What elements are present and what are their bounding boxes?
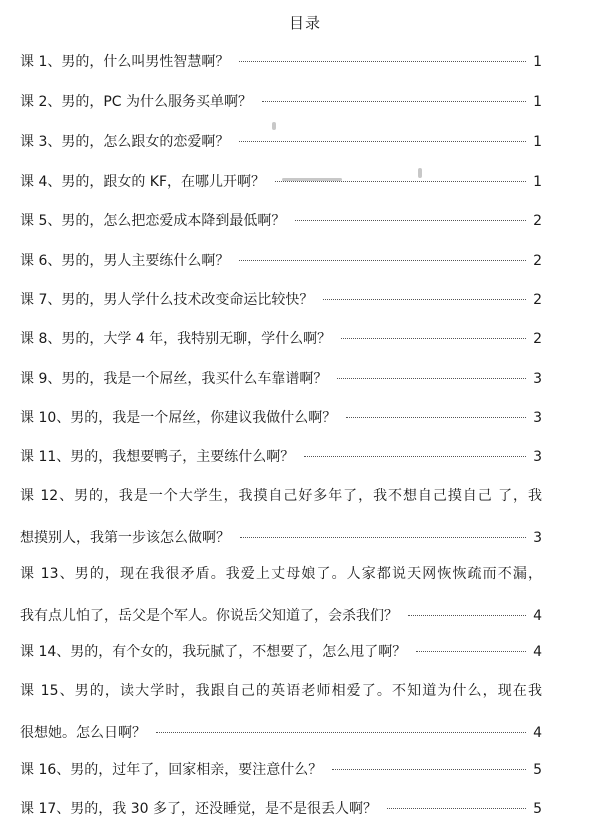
- dot-leader: [240, 537, 526, 538]
- toc-entry-row: [20, 760, 542, 780]
- toc-page-number: 2: [533, 331, 542, 347]
- scan-smudge: [282, 178, 342, 181]
- toc-entry-text: 课 11、男的，我想要鸭子，主要练什么啊？: [20, 449, 295, 465]
- toc-entry[interactable]: [20, 369, 542, 389]
- toc-entry-text: 课 7、男的，男人学什么技术改变命运比较快？: [20, 292, 314, 308]
- toc-entry-row: [20, 172, 542, 192]
- toc-page-number: 4: [533, 725, 542, 741]
- toc-page-number: 3: [533, 371, 542, 387]
- dot-leader: [239, 61, 526, 62]
- toc-entry[interactable]: [20, 486, 542, 548]
- toc-entry-row: [20, 92, 542, 112]
- toc-page-number: 1: [533, 54, 542, 70]
- toc-entry[interactable]: [20, 92, 542, 112]
- dot-leader: [323, 299, 526, 300]
- toc-page-number: 2: [533, 253, 542, 269]
- toc-page-number: 3: [533, 530, 542, 546]
- toc-entry[interactable]: [20, 251, 542, 271]
- toc-page-number: 4: [533, 644, 542, 660]
- dot-leader: [346, 417, 526, 418]
- toc-entry-row: [20, 369, 542, 389]
- toc-entry[interactable]: [20, 329, 542, 349]
- scan-smudge: [418, 168, 422, 178]
- toc-entry-row: [20, 681, 542, 701]
- toc-page-number: 1: [533, 94, 542, 110]
- toc-entry[interactable]: [20, 132, 542, 152]
- toc-entry-row: [20, 528, 542, 548]
- toc-entry-row: [20, 329, 542, 349]
- toc-page-number: 3: [533, 449, 542, 465]
- dot-leader: [275, 181, 526, 182]
- toc-entry-row: [20, 132, 542, 152]
- toc-entry-text: 课 5、男的，怎么把恋爱成本降到最低啊？: [20, 213, 286, 229]
- dot-leader: [304, 456, 526, 457]
- toc-entry[interactable]: [20, 681, 542, 743]
- toc-entry-row: [20, 447, 542, 467]
- dot-leader: [262, 101, 526, 102]
- dot-leader: [387, 808, 526, 809]
- dot-leader: [416, 651, 526, 652]
- toc-entry-row: [20, 52, 542, 72]
- toc-entry-text: 很想她。怎么日啊？: [20, 725, 146, 741]
- toc-entry-row: [20, 251, 542, 271]
- dot-leader: [337, 378, 526, 379]
- toc-entry-text: 课 17、男的，我 30 多了，还没睡觉，是不是很丢人啊？: [20, 801, 377, 817]
- toc-entry-row: [20, 723, 542, 743]
- toc-entry[interactable]: [20, 564, 542, 626]
- toc-entry[interactable]: [20, 642, 542, 662]
- toc-page-number: 5: [533, 762, 542, 778]
- toc-page-number: 4: [533, 608, 542, 624]
- toc-entry-row: [20, 211, 542, 231]
- toc-entry-row: [20, 408, 542, 428]
- toc-entry[interactable]: [20, 52, 542, 72]
- scan-smudge: [272, 122, 276, 130]
- toc-page-number: 2: [533, 292, 542, 308]
- toc-entry-text: 我有点儿怕了，岳父是个军人。你说岳父知道了，会杀我们？: [20, 608, 398, 624]
- dot-leader: [156, 732, 526, 733]
- toc-entry-text: 课 1、男的，什么叫男性智慧啊？: [20, 54, 230, 70]
- toc-title: 目录: [288, 14, 321, 32]
- dot-leader: [239, 260, 526, 261]
- toc-entry-text: 课 6、男的，男人主要练什么啊？: [20, 253, 230, 269]
- toc-entry-row: [20, 799, 542, 819]
- toc-entry-text: 课 9、男的，我是一个屌丝，我买什么车靠谱啊？: [20, 371, 328, 387]
- toc-entry-text: 课 2、男的，PC 为什么服务买单啊？: [20, 94, 253, 110]
- toc-entry[interactable]: [20, 447, 542, 467]
- toc-page-number: 1: [533, 134, 542, 150]
- toc-entry-row: [20, 290, 542, 310]
- toc-page-number: 1: [533, 174, 542, 190]
- toc-page-number: 3: [533, 410, 542, 426]
- toc-entry-text: 课 16、男的，过年了，回家相亲，要注意什么？: [20, 762, 323, 778]
- dot-leader: [295, 220, 526, 221]
- dot-leader: [239, 141, 526, 142]
- toc-entry[interactable]: [20, 290, 542, 310]
- toc-entry-text: 课 12、男的，我是一个大学生，我摸自己好多年了，我不想自己摸自己 了，我: [20, 488, 542, 504]
- toc-entry-row: [20, 486, 542, 506]
- toc-entry-row: [20, 564, 542, 584]
- dot-leader: [408, 615, 526, 616]
- toc-entry-row: [20, 606, 542, 626]
- toc-entry-text: 课 8、男的，大学 4 年，我特别无聊，学什么啊？: [20, 331, 332, 347]
- toc-entry[interactable]: [20, 799, 542, 819]
- toc-entry-text: 课 10、男的，我是一个屌丝，你建议我做什么啊？: [20, 410, 337, 426]
- toc-page-number: 5: [533, 801, 542, 817]
- toc-entry-text: 课 15、男的，读大学时，我跟自己的英语老师相爱了。不知道为什么，现在我: [20, 683, 542, 699]
- dot-leader: [332, 769, 526, 770]
- toc-entry[interactable]: [20, 172, 542, 192]
- toc-entry-text: 想摸别人，我第一步该怎么做啊？: [20, 530, 230, 546]
- toc-entry-row: [20, 642, 542, 662]
- toc-entry-text: 课 4、男的，跟女的 KF，在哪儿开啊？: [20, 174, 266, 190]
- toc-page-number: 2: [533, 213, 542, 229]
- toc-entry[interactable]: [20, 408, 542, 428]
- dot-leader: [341, 338, 526, 339]
- toc-entry-text: 课 13、男的，现在我很矛盾。我爱上丈母娘了。人家都说天网恢恢疏而不漏，: [20, 566, 542, 582]
- toc-entry[interactable]: [20, 211, 542, 231]
- toc-entry-text: 课 14、男的，有个女的，我玩腻了，不想要了，怎么甩了啊？: [20, 644, 407, 660]
- toc-entry-text: 课 3、男的，怎么跟女的恋爱啊？: [20, 134, 230, 150]
- toc-entry[interactable]: [20, 760, 542, 780]
